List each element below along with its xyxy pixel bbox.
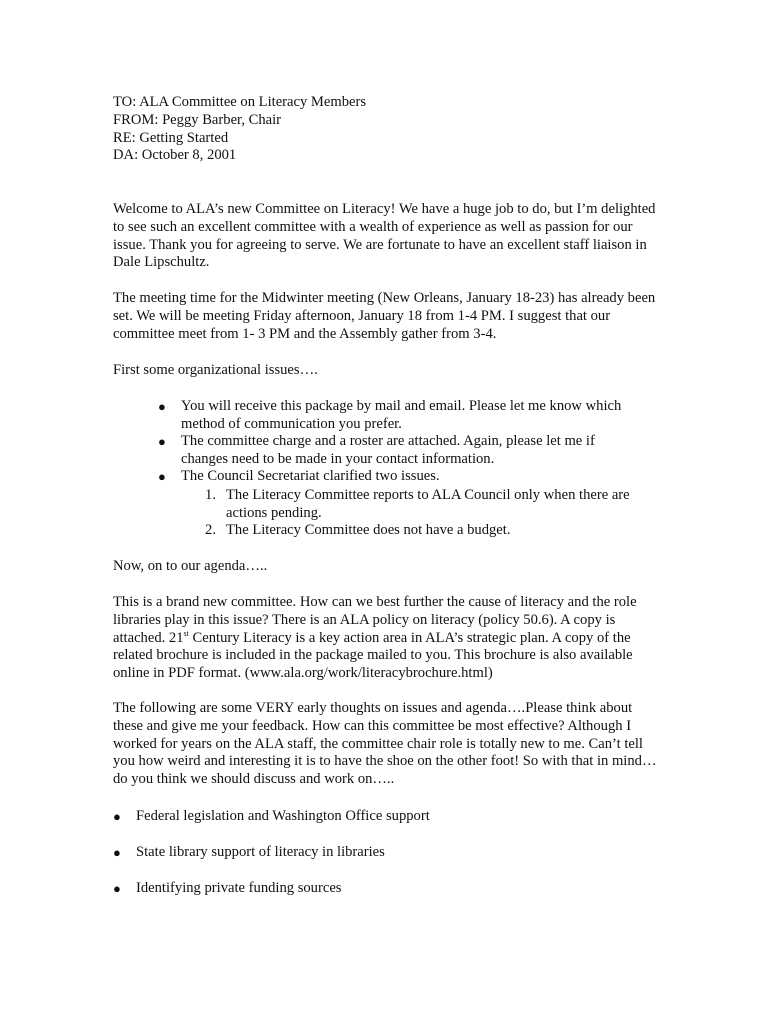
welcome-paragraph: Welcome to ALA’s new Committee on Literacy! We have a huge job to do, but I’m delighted to see such an excellent committee with a wealth of experience as well as passion for our issue. Thank you for agreeing to serve. We are fortunate to have an excellent staff liaison in Dale Lipschultz. <box>113 201 656 271</box>
topic-item: Federal legislation and Washington Office support <box>136 808 430 824</box>
ordinal-suffix: st <box>183 628 189 638</box>
numbered-marker: 2. <box>205 522 216 538</box>
numbered-item: The Literacy Committee does not have a budget. <box>226 522 511 538</box>
bullet-icon: ● <box>113 809 121 824</box>
topic-item: Identifying private funding sources <box>136 880 342 896</box>
memo-from: FROM: Peggy Barber, Chair <box>113 111 282 128</box>
bullet-icon: ● <box>113 845 121 860</box>
bullet-icon: ● <box>158 399 166 414</box>
topic-item: State library support of literacy in libraries <box>136 844 385 860</box>
bullet-icon: ● <box>158 469 166 484</box>
memo-header <box>113 94 366 165</box>
meeting-paragraph: The meeting time for the Midwinter meeting (New Orleans, January 18-23) has already been set. We will be meeting Friday afternoon, January 18 from 1-4 PM. I suggest that our committee meet from 1- 3 PM and the Assembly gather from 3-4. <box>113 290 656 342</box>
memo-date: DA: October 8, 2001 <box>113 147 237 164</box>
memo-to: TO: ALA Committee on Literacy Members <box>113 94 367 110</box>
following-paragraph: The following are some VERY early thoughts on issues and agenda….Please think about these and give me your feedback. How can this committee be most effective? Although I worked for years on the ALA staff, the committee chair role is totally new to me. Can’t tell you how weird and interesting it is to have the shoe on the other foot! So with that in mind…do you think we should discuss and work on….. <box>113 700 657 788</box>
brand-new-text-b: Century Literacy is a key action area in ALA’s strategic plan. A copy of the related brochure is included in the package mailed to you. This brochure is also available online in PDF format. (www.ala.org/work/literacybrochure.html) <box>113 629 633 682</box>
org-bullet-item: The committee charge and a roster are attached. Again, please let me if changes need to be made in your contact information. <box>181 433 595 467</box>
brand-new-paragraph <box>113 594 658 683</box>
numbered-marker: 1. <box>205 487 216 503</box>
memo-re: RE: Getting Started <box>113 129 229 146</box>
numbered-item: The Literacy Committee reports to ALA Council only when there are actions pending. <box>226 487 630 521</box>
org-bullet-item: You will receive this package by mail and email. Please let me know which method of communication you prefer. <box>181 398 622 432</box>
bullet-icon: ● <box>113 881 121 896</box>
organizational-intro: First some organizational issues…. <box>113 362 318 378</box>
bullet-icon: ● <box>158 434 166 449</box>
brand-new-text-a: This is a brand new committee. How can we best further the cause of literacy and the role libraries play in this issue? There is an ALA policy on literacy (policy 50.6). A copy is attached. 21 <box>113 594 637 646</box>
agenda-intro: Now, on to our agenda….. <box>113 558 268 574</box>
org-bullet-item: The Council Secretariat clarified two issues. <box>181 468 440 484</box>
